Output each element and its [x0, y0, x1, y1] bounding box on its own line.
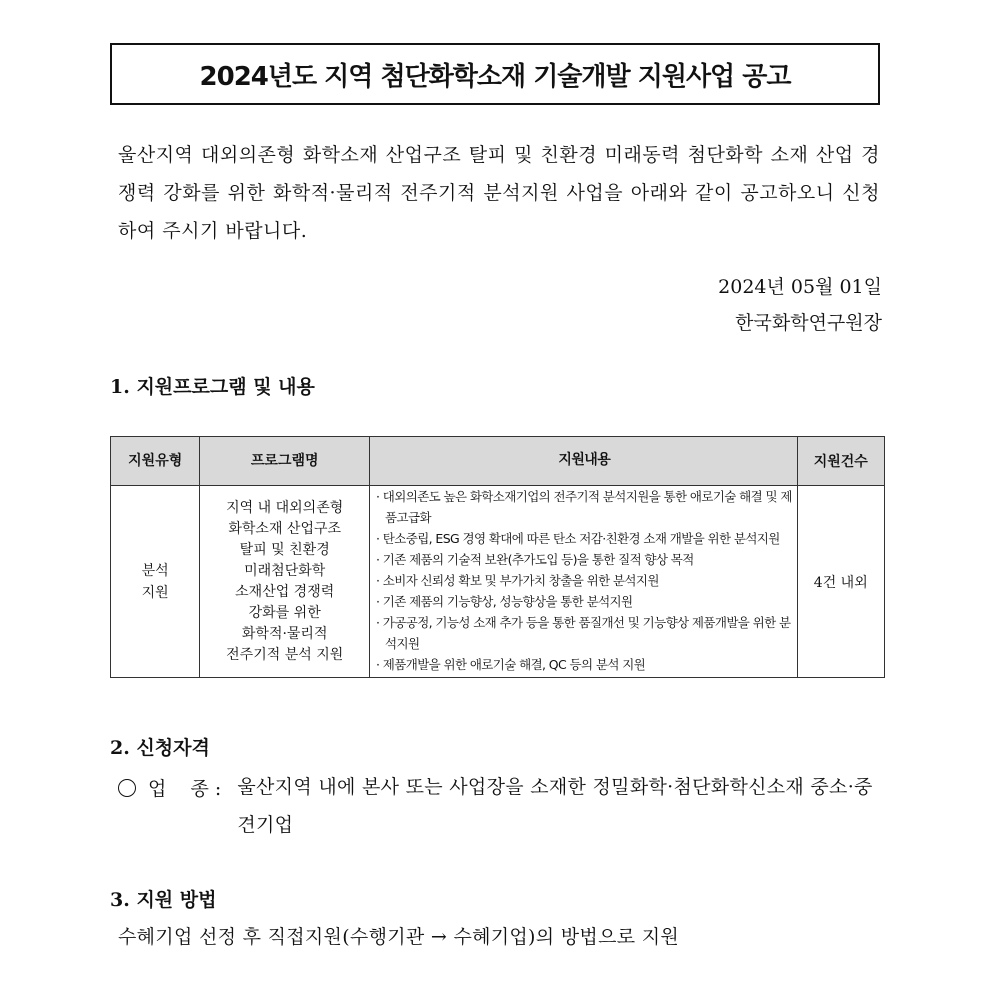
qualification-block	[118, 774, 884, 844]
qualification-label: 업 종 :	[148, 778, 222, 800]
table-row	[111, 486, 885, 678]
content-item: · 소비자 신뢰성 확보 및 부가가치 창출을 위한 분석지원	[376, 573, 659, 588]
section1-title: 1. 지원프로그램 및 내용	[110, 376, 315, 398]
header-type: 지원유형	[111, 437, 200, 486]
section3-title: 3. 지원 방법	[110, 889, 217, 911]
support-type-cell: 분석 지원	[111, 486, 200, 678]
header-content: 지원내용	[370, 437, 798, 486]
table-header-row	[111, 437, 885, 486]
method-text: 수혜기업 선정 후 직접지원(수행기관 → 수혜기업)의 방법으로 지원	[118, 926, 680, 948]
header-program: 프로그램명	[200, 437, 370, 486]
program-line: 전주기적 분석 지원	[226, 646, 344, 663]
program-name-cell	[200, 486, 370, 678]
content-item: · 가공공정, 기능성 소재 추가 등을 통한 품질개선 및 기능향상 제품개발을 위한 분석지원	[376, 615, 791, 651]
qualification-head	[118, 774, 237, 844]
intro-paragraph: 울산지역 대외의존형 화학소재 산업구조 탈피 및 친환경 미래동력 첨단화학 소재 산업 경쟁력 강화를 위한 화학적·물리적 전주기적 분석지원 사업을 아래와 같이 공고하오니 신청하여 주시기 바랍니다.	[118, 144, 880, 242]
content-item: · 대외의존도 높은 화학소재기업의 전주기적 분석지원을 통한 애로기술 해결 및 제품고급화	[376, 489, 792, 525]
program-line: 강화를 위한	[248, 604, 321, 621]
qualification-text: 울산지역 내에 본사 또는 사업장을 소재한 정밀화학·첨단화학신소재 중소·중견기업	[237, 776, 873, 836]
content-item: · 탄소중립, ESG 경영 확대에 따른 탄소 저감·친환경 소재 개발을 위한 분석지원	[376, 531, 780, 546]
program-table	[110, 436, 885, 678]
content-item: · 제품개발을 위한 애로기술 해결, QC 등의 분석 지원	[376, 657, 646, 672]
content-item: · 기존 제품의 기술적 보완(추가도입 등)을 통한 질적 향상 목적	[376, 552, 694, 567]
support-count-cell: 4건 내외	[797, 486, 884, 678]
program-line: 화학적·물리적	[241, 625, 328, 642]
content-item: · 기존 제품의 기능향상, 성능향상을 통한 분석지원	[376, 594, 633, 609]
program-line: 화학소재 산업구조	[228, 520, 342, 537]
program-line: 미래첨단화학	[244, 562, 326, 579]
program-line: 소재산업 경쟁력	[235, 583, 335, 600]
organization-name: 한국화학연구원장	[735, 312, 882, 334]
program-line: 탈피 및 친환경	[239, 541, 330, 558]
circle-bullet-icon	[118, 779, 136, 797]
notice-title: 2024년도 지역 첨단화학소재 기술개발 지원사업 공고	[110, 43, 880, 105]
section2-title: 2. 신청자격	[110, 737, 210, 759]
notice-date: 2024년 05월 01일	[718, 276, 882, 298]
header-count: 지원건수	[797, 437, 884, 486]
support-content-cell	[370, 486, 798, 678]
program-line: 지역 내 대외의존형	[226, 499, 344, 516]
